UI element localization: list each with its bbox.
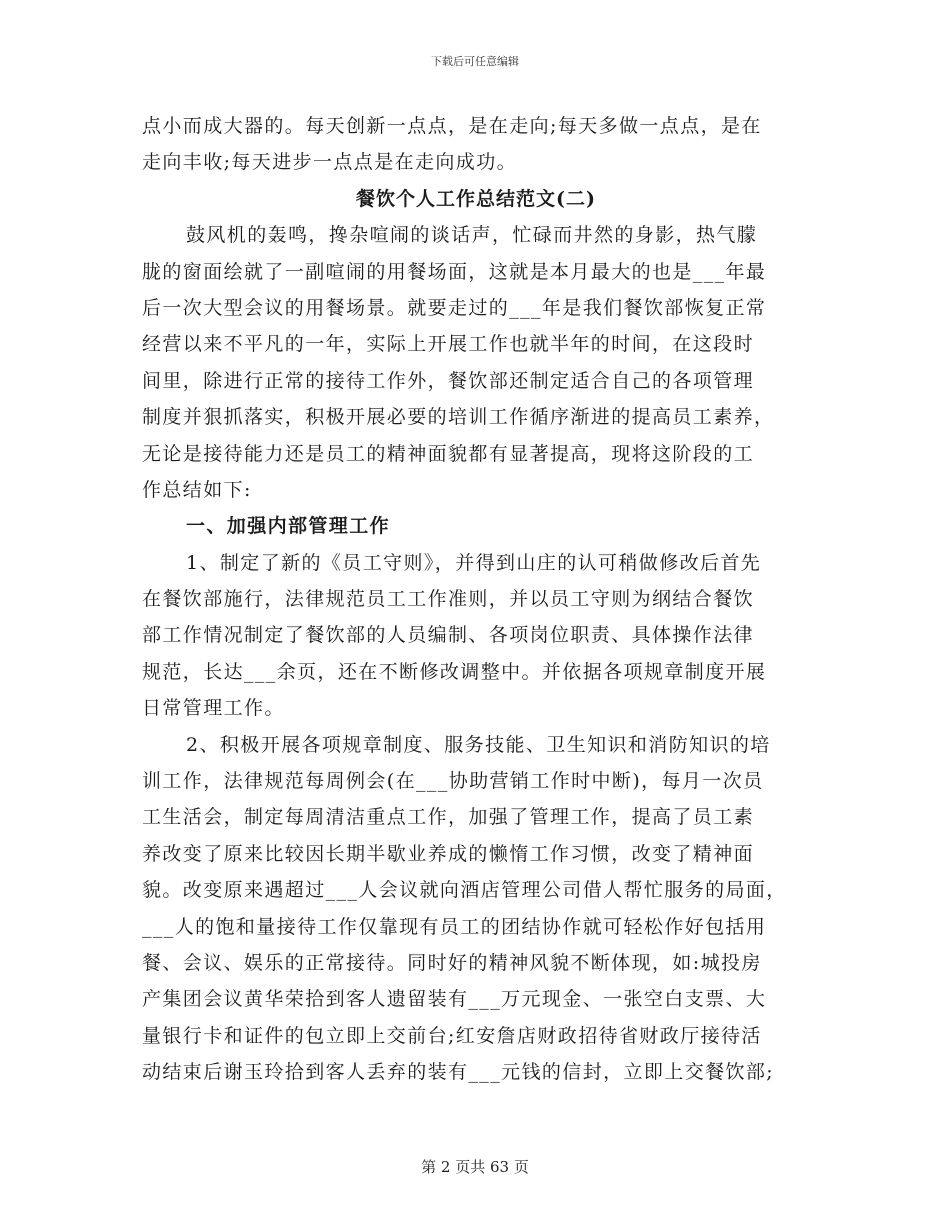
paragraph-line: 貌。改变原来遇超过___人会议就向酒店管理公司借人帮忙服务的局面，	[142, 879, 787, 902]
paragraph-line: 部工作情况制定了餐饮部的人员编制、各项岗位职责、具体操作法律	[142, 624, 755, 647]
paragraph-line: 在餐饮部施行，法律规范员工工作准则，并以员工守则为纲结合餐饮	[142, 588, 755, 611]
paragraph-line: 训工作，法律规范每周例会(在___协助营销工作时中断)，每月一次员	[142, 770, 764, 793]
paragraph-line: ___人的饱和量接待工作仅靠现有员工的团结协作就可轻松作好包括用	[142, 915, 767, 938]
document-body	[142, 108, 810, 1091]
paragraph-line: 2、积极开展各项规章制度、服务技能、卫生知识和消防知识的培	[186, 733, 771, 756]
paragraph-line: 走向丰收;每天进步一点点是在走向成功。	[142, 151, 518, 174]
paragraph-line: 后一次大型会议的用餐场景。就要走过的___年是我们餐饮部恢复正常	[142, 296, 767, 319]
paragraph-line: 工生活会，制定每周清洁重点工作，加强了管理工作，提高了员工素	[142, 806, 755, 829]
paragraph-line: 量银行卡和证件的包立即上交前台;红安詹店财政招待省财政厅接待活	[142, 1024, 762, 1047]
paragraph-line: 作总结如下:	[142, 478, 252, 501]
paragraph-line: 制度并狠抓落实，积极开展必要的培训工作循序渐进的提高员工素养，	[142, 406, 775, 429]
section-heading: 一、加强内部管理工作	[186, 515, 391, 538]
paragraph-line: 鼓风机的轰鸣，搀杂喧闹的谈话声，忙碌而井然的身影，热气朦	[186, 224, 758, 247]
paragraph-line: 养改变了原来比较因长期半歇业养成的懒惰工作习惯，改变了精神面	[142, 842, 755, 865]
paragraph-line: 经营以来不平凡的一年，实际上开展工作也就半年的时间，在这段时	[142, 333, 755, 356]
paragraph-line: 无论是接待能力还是员工的精神面貌都有显著提高，现将这阶段的工	[142, 442, 755, 465]
paragraph-line: 动结束后谢玉玲拾到客人丢弃的装有___元钱的信封，立即上交餐饮部;	[142, 1061, 775, 1084]
paragraph-line: 1、制定了新的《员工守则》，并得到山庄的认可稍做修改后首先	[186, 551, 762, 574]
paragraph-line: 餐、会议、娱乐的正常接待。同时好的精神风貌不断体现，如:城投房	[142, 951, 762, 974]
page-footer: 第 2 页共 63 页	[421, 1158, 529, 1176]
paragraph-line: 点小而成大器的。每天创新一点点，是在走向;每天多做一点点，是在	[142, 115, 762, 137]
paragraph-line: 间里，除进行正常的接待工作外，餐饮部还制定适合自己的各项管理	[142, 369, 755, 392]
section-title: 餐饮个人工作总结范文(二)	[356, 187, 596, 210]
page-header: 下载后可任意编辑	[431, 55, 519, 68]
paragraph-line: 规范，长达___余页，还在不断修改调整中。并依据各项规章制度开展	[142, 660, 767, 683]
paragraph-line: 产集团会议黄华荣拾到客人遗留装有___万元现金、一张空白支票、大	[142, 988, 767, 1011]
paragraph-line: 日常管理工作。	[142, 697, 285, 720]
paragraph-line: 胧的窗面绘就了一副喧闹的用餐场面，这就是本月最大的也是___年最	[142, 260, 767, 283]
